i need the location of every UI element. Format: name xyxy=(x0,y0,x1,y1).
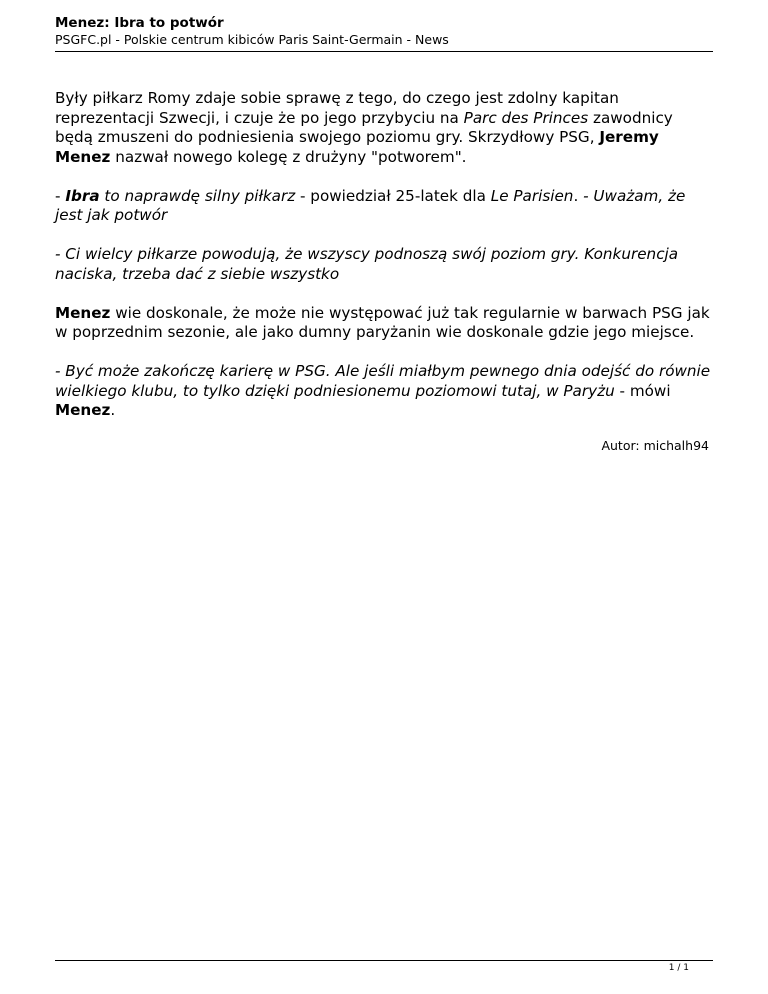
text-run: nazwał nowego kolegę z drużyny "potworem". xyxy=(110,147,467,166)
document-header xyxy=(55,15,713,52)
article-paragraph-3 xyxy=(55,245,715,284)
bold-text: Menez xyxy=(55,401,111,419)
italic-text: Le Parisien xyxy=(490,186,574,205)
italic-text: - Być może zakończę karierę w PSG. Ale jeśli miałbym pewnego dnia odejść do równie wielkiego klubu, to tylko dzięki podniesionemu poziomowi tutaj, w Paryżu xyxy=(55,362,711,400)
page-footer xyxy=(55,960,713,973)
article-paragraph-5 xyxy=(55,362,715,421)
bold-text: Menez xyxy=(55,303,111,322)
text-run: . xyxy=(573,186,584,205)
text-run: wie doskonale, że może nie występować już tak regularnie w barwach PSG jak w poprzednim sezonie, ale jako dumny paryżanin wie doskonale gdzie jego miejsce. xyxy=(55,303,710,341)
site-subtitle: PSGFC.pl - Polskie centrum kibiców Paris Saint-Germain - News xyxy=(55,32,449,47)
text-run: - xyxy=(55,186,66,205)
bold-text: Jeremy Menez xyxy=(55,128,659,166)
page-number: 1 / 1 xyxy=(668,963,689,973)
bold-text xyxy=(65,187,99,205)
emphasized-text: Ibra xyxy=(65,186,100,205)
article-paragraph-1 xyxy=(55,89,715,167)
text-run: Były piłkarz Romy zdaje sobie sprawę z tego, do czego jest zdolny kapitan reprezentacji Szwecji, i czuje że po jego przybyciu na xyxy=(55,89,619,127)
italic-text: to naprawdę silny piłkarz xyxy=(99,186,296,205)
article-paragraph-4 xyxy=(55,304,715,343)
italic-text: Parc des Princes xyxy=(463,108,589,127)
article-body xyxy=(55,89,715,440)
italic-text: - Uważam, że jest jak potwór xyxy=(55,186,686,224)
italic-text: - Ci wielcy piłkarze powodują, że wszyscy podnoszą swój poziom gry. Konkurencja naciska, trzeba dać z siebie wszystko xyxy=(55,245,679,283)
article-paragraph-2 xyxy=(55,187,715,226)
article-title: Menez: Ibra to potwór xyxy=(55,15,224,31)
text-run: . xyxy=(110,401,116,419)
article-author: Autor: michalh94 xyxy=(601,438,709,453)
text-run: zawodnicy będą zmuszeni do podniesienia swojego poziomu gry. Skrzydłowy PSG, xyxy=(55,108,673,146)
text-run: - powiedział 25-latek dla xyxy=(295,186,491,205)
text-run: - mówi xyxy=(614,381,671,400)
